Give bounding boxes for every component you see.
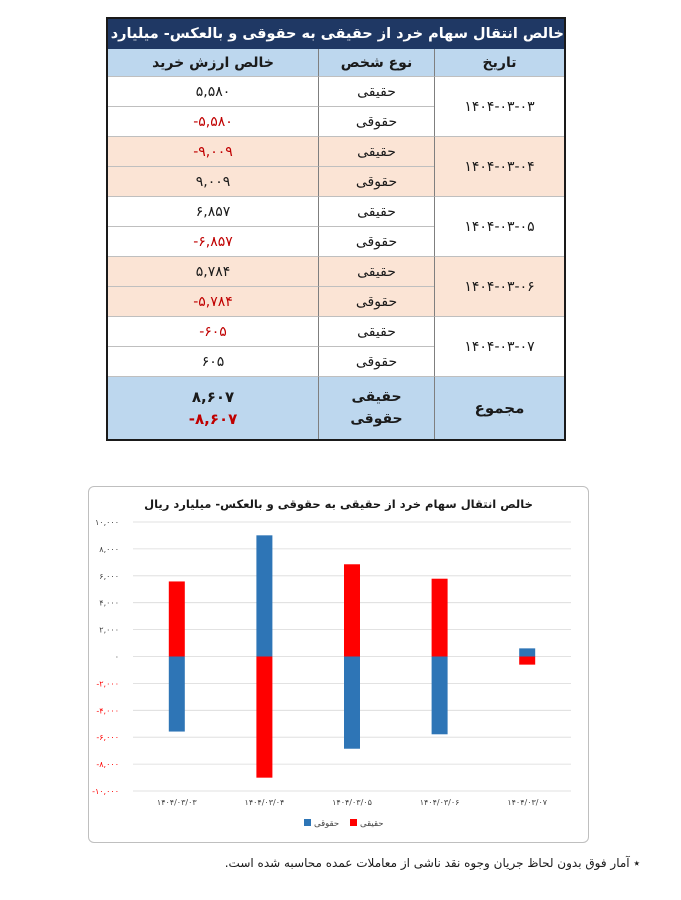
legend-label: حقوقی [314, 819, 340, 829]
footnote [150, 856, 640, 870]
type-cell: حقوقی [318, 107, 434, 137]
type-cell: حقوقی [318, 287, 434, 317]
header-type: نوع شخص [318, 49, 434, 77]
total-label: مجموع [434, 377, 564, 439]
legend-swatch [304, 819, 311, 826]
bar-hoghooghi [256, 535, 272, 656]
header-date: تاریخ [434, 49, 564, 77]
type-cell: حقیقی [318, 197, 434, 227]
total-value: -۸,۶۰۷ [188, 410, 238, 428]
date-cell: ۱۴۰۴-۰۳-۰۵ [434, 197, 564, 257]
table-title: خالص انتقال سهام خرد از حقیقی به حقوقی و بالعکس- میلیارد ریال [108, 19, 564, 49]
value-cell [108, 107, 318, 137]
date-cell: ۱۴۰۴-۰۳-۰۶ [434, 257, 564, 317]
y-tick-label: ۱۰,۰۰۰ [94, 518, 119, 527]
value-cell [108, 137, 318, 167]
value-cell [108, 167, 318, 197]
value-text: ۶۰۵ [201, 353, 225, 370]
value-cell [108, 77, 318, 107]
x-tick-label: ۱۴۰۴/۰۳/۰۴ [244, 798, 285, 807]
net-transfer-chart [88, 486, 589, 843]
type-cell: حقیقی [318, 77, 434, 107]
total-type: حقیقی [351, 389, 402, 405]
total-values [108, 377, 318, 439]
x-tick-label: ۱۴۰۴/۰۳/۰۶ [419, 798, 460, 807]
type-cell: حقوقی [318, 167, 434, 197]
bar-hoghooghi [169, 657, 185, 732]
y-tick-label: ۲,۰۰۰ [99, 625, 119, 635]
type-cell: حقیقی [318, 257, 434, 287]
value-cell [108, 317, 318, 347]
total-type: حقوقی [350, 411, 403, 427]
type-cell: حقیقی [318, 317, 434, 347]
y-tick-label: -۲,۰۰۰ [96, 679, 119, 689]
x-tick-label: ۱۴۰۴/۰۳/۰۷ [507, 798, 548, 807]
bar-haghighi [256, 657, 272, 778]
date-cell: ۱۴۰۴-۰۳-۰۷ [434, 317, 564, 377]
value-text: -۵,۵۸۰ [193, 113, 233, 130]
bar-hoghooghi [344, 657, 360, 749]
y-tick-label: -۱۰,۰۰۰ [92, 787, 119, 796]
y-tick-label: ۰ [114, 652, 119, 662]
y-tick-label: -۴,۰۰۰ [96, 706, 119, 716]
value-cell [108, 257, 318, 287]
y-tick-label: ۶,۰۰۰ [99, 571, 119, 581]
bar-haghighi [432, 579, 448, 657]
value-text: -۵,۷۸۴ [193, 293, 233, 310]
y-tick-label: -۶,۰۰۰ [96, 733, 119, 743]
type-cell: حقیقی [318, 137, 434, 167]
value-cell [108, 227, 318, 257]
y-tick-label: ۴,۰۰۰ [99, 598, 119, 608]
value-text: ۹,۰۰۹ [195, 173, 231, 190]
footnote-text: آمار فوق بدون لحاظ جریان وجوه نقد ناشی از معاملات عمده محاسبه شده است. [224, 856, 630, 870]
bar-hoghooghi [432, 657, 448, 735]
value-cell [108, 347, 318, 377]
y-tick-label: -۸,۰۰۰ [96, 760, 119, 770]
value-text: ۶,۸۵۷ [195, 203, 231, 220]
chart-title: خالص انتقال سهام خرد از حقیقی به حقوقی و بالعکس- میلیارد ریال [144, 497, 533, 511]
value-text: ۵,۷۸۴ [195, 263, 231, 280]
total-value: ۸,۶۰۷ [191, 388, 235, 406]
bar-hoghooghi [519, 648, 535, 656]
x-tick-label: ۱۴۰۴/۰۳/۰۳ [156, 798, 197, 807]
date-cell: ۱۴۰۴-۰۳-۰۴ [434, 137, 564, 197]
table-grid [108, 49, 564, 439]
date-cell: ۱۴۰۴-۰۳-۰۳ [434, 77, 564, 137]
bar-haghighi [519, 657, 535, 665]
bar-haghighi [344, 564, 360, 656]
type-cell: حقوقی [318, 347, 434, 377]
value-cell [108, 197, 318, 227]
asterisk-icon: ٭ [629, 856, 640, 870]
y-tick-label: ۸,۰۰۰ [99, 544, 119, 554]
legend-label: حقیقی [360, 819, 384, 829]
legend-swatch [350, 819, 357, 826]
type-cell: حقوقی [318, 227, 434, 257]
bar-haghighi [169, 581, 185, 656]
chart-canvas [89, 487, 588, 842]
value-text: -۶,۸۵۷ [193, 233, 233, 250]
x-tick-label: ۱۴۰۴/۰۳/۰۵ [332, 798, 372, 807]
net-transfer-table [73, 17, 566, 441]
header-value: خالص ارزش خرید [108, 49, 318, 77]
value-cell [108, 287, 318, 317]
value-text: -۶۰۵ [199, 323, 227, 340]
value-text: ۵,۵۸۰ [195, 83, 231, 100]
total-types [318, 377, 434, 439]
value-text: -۹,۰۰۹ [193, 143, 233, 160]
